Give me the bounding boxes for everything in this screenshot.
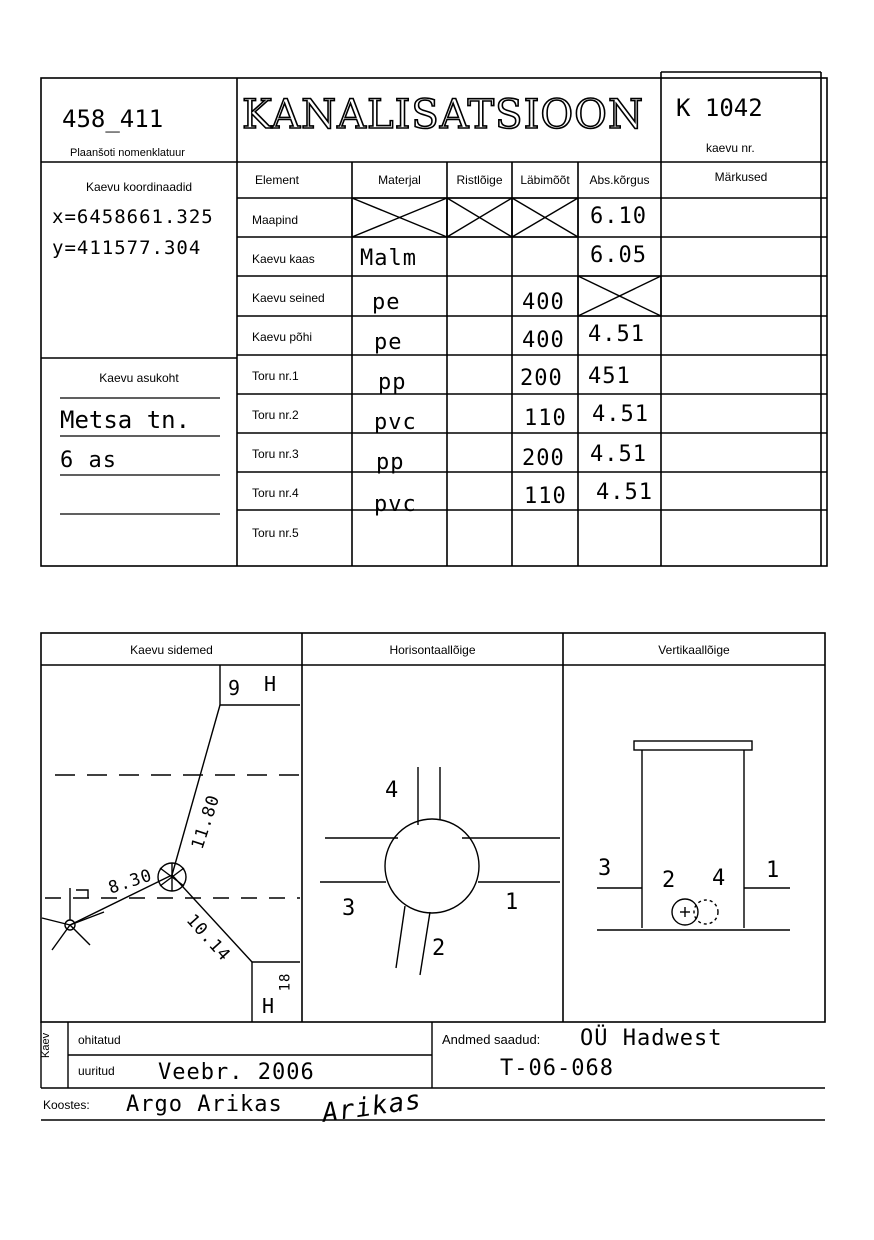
data-code: T-06-068 <box>500 1056 614 1081</box>
h-pipe-label-3: 3 <box>342 896 357 921</box>
row-material: Malm <box>360 246 417 271</box>
checked-label: ohitatud <box>78 1033 121 1047</box>
row-element: Toru nr.1 <box>252 369 299 383</box>
row-elevation: 4.51 <box>588 322 645 347</box>
row-element: Maapind <box>252 213 299 227</box>
measured-label: uuritud <box>78 1064 115 1078</box>
h-pipe-label-4: 4 <box>385 778 400 803</box>
row-material: pvc <box>374 410 417 435</box>
sheet-label: Plaanšoti nomenklatuur <box>70 147 185 159</box>
coordinates-label: Kaevu koordinaadid <box>85 180 193 194</box>
measured-value: Veebr. 2006 <box>158 1060 315 1085</box>
sketch-distance-up: 11.80 <box>187 792 225 852</box>
location-street: Metsa tn. <box>60 406 191 434</box>
col-header-notes: Märkused <box>714 170 768 184</box>
location-label: Kaevu asukoht <box>99 371 179 385</box>
sketch-node-top-letter: H <box>264 672 278 696</box>
author-name: Argo Arikas <box>126 1092 283 1117</box>
author-label: Koostes: <box>43 1098 90 1112</box>
sheet-number: 458_411 <box>62 105 164 133</box>
v-pipe-label-3: 3 <box>598 856 613 881</box>
col-header-material: Materjal <box>378 173 421 187</box>
v-pipe-label-1: 1 <box>766 858 781 883</box>
row-element: Toru nr.5 <box>252 526 299 540</box>
row-material: pvc <box>374 492 417 517</box>
sketch-distance-down: 10.14 <box>181 910 235 966</box>
row-diameter: 400 <box>522 290 565 315</box>
row-elevation: 4.51 <box>596 480 653 505</box>
row-element: Kaevu põhi <box>252 330 313 344</box>
sketch-node-bottom: 18 <box>277 972 294 992</box>
vertical-section <box>597 741 790 930</box>
row-elevation: 6.10 <box>590 204 647 229</box>
location-number: 6 as <box>60 448 117 473</box>
row-diameter: 200 <box>522 446 565 471</box>
col-header-elevation: Abs.kõrgus <box>589 173 650 187</box>
row-elevation: 6.05 <box>590 243 647 268</box>
row-element: Toru nr.2 <box>252 408 299 422</box>
row-element: Kaevu seined <box>252 291 325 305</box>
data-source: OÜ Hadwest <box>580 1026 723 1051</box>
page-title: KANALISATSIOON <box>242 92 644 138</box>
panel-title-vertical: Vertikaallõige <box>658 643 730 657</box>
row-elevation: 451 <box>588 364 631 389</box>
data-source-label: Andmed saadud: <box>442 1032 541 1047</box>
row-element: Toru nr.4 <box>252 486 299 500</box>
sketch-node-bottom-letter: H <box>262 994 276 1018</box>
h-pipe-label-1: 1 <box>505 890 520 915</box>
sketch-node-top: 9 <box>228 676 242 700</box>
signature: Arikas <box>320 1085 424 1129</box>
connections-sketch <box>42 665 300 1022</box>
well-number-label: kaevu nr. <box>706 141 755 155</box>
col-header-diameter: Läbimõõt <box>520 173 570 187</box>
sketch-distance-left: 8.30 <box>106 865 155 899</box>
v-pipe-label-2: 2 <box>662 868 677 893</box>
row-material: pe <box>374 330 403 355</box>
h-pipe-label-2: 2 <box>432 936 447 961</box>
row-diameter: 400 <box>522 328 565 353</box>
row-element: Kaevu kaas <box>252 252 315 266</box>
panel-title-connections: Kaevu sidemed <box>130 643 213 657</box>
row-diameter: 110 <box>524 406 567 431</box>
row-elevation: 4.51 <box>590 442 647 467</box>
row-material: pp <box>376 450 405 475</box>
panel-title-horizontal: Horisontaallõige <box>389 643 476 657</box>
col-header-element: Element <box>254 173 300 187</box>
footer-side-label: Kaev <box>40 1032 52 1058</box>
row-element: Toru nr.3 <box>252 447 299 461</box>
coordinate-x: x=6458661.325 <box>52 206 214 228</box>
well-number: K 1042 <box>676 94 763 122</box>
coordinate-y: y=411577.304 <box>52 237 202 259</box>
row-diameter: 110 <box>524 484 567 509</box>
col-header-crosssection: Ristlõige <box>456 173 503 187</box>
v-pipe-label-4: 4 <box>712 866 727 891</box>
row-elevation: 4.51 <box>592 402 649 427</box>
row-material: pe <box>372 290 401 315</box>
row-material: pp <box>378 370 407 395</box>
row-diameter: 200 <box>520 366 563 391</box>
